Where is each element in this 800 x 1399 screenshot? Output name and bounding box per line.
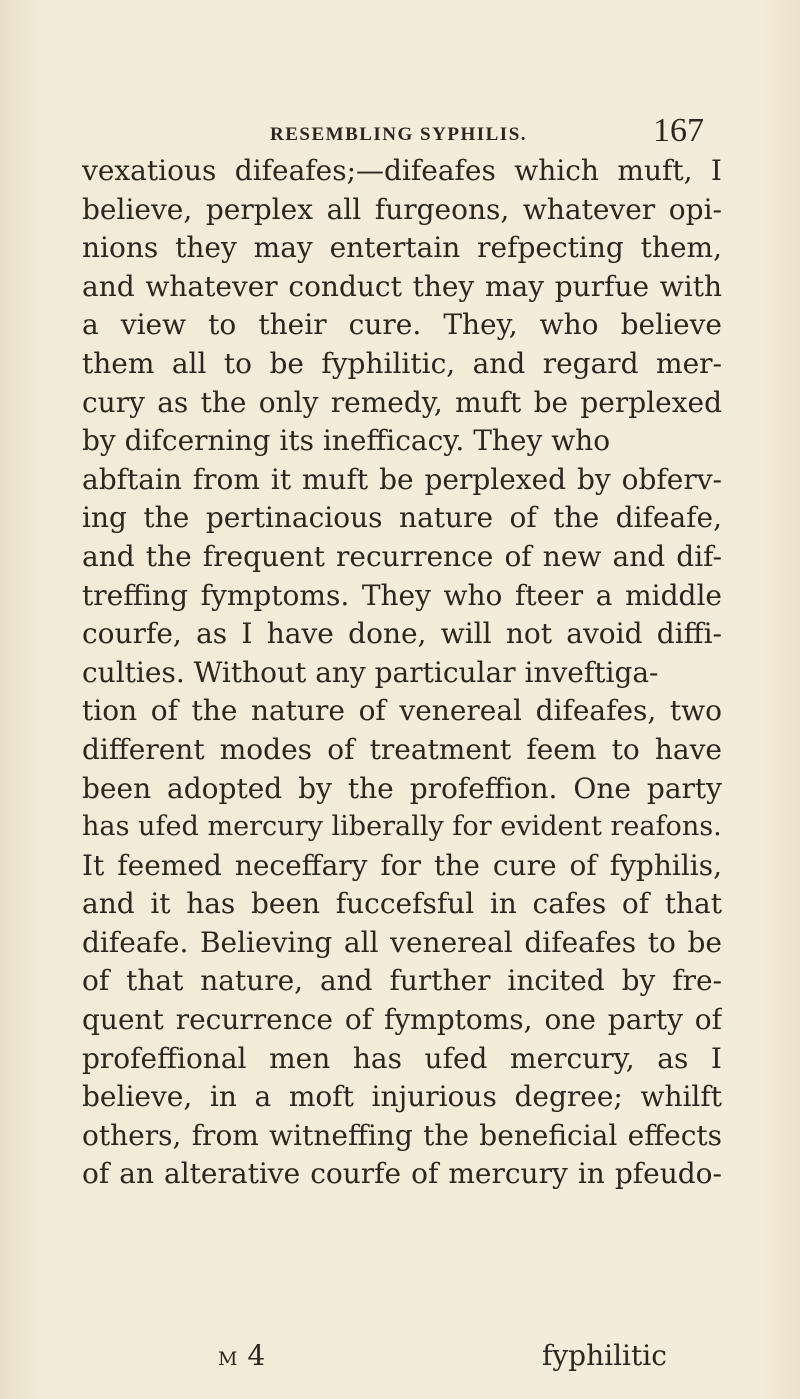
text-line: them all to be fyphilitic, and regard mer- [82,346,722,380]
text-line: abftain from it muft be perplexed by obferv- [82,462,722,496]
text-line: and it has been fuccefsful in cafes of that [82,887,722,921]
text-line: tion of the nature of venereal difeafes, two [82,694,722,728]
signature-letter: M [218,1348,239,1370]
catchline [0,1336,800,1376]
text-line: believe, in a moft injurious degree; whilft [82,1080,722,1114]
text-line: difeafe. Believing all venereal difeafes to be [82,925,722,959]
text-line: been adopted by the profeffion. One party [82,771,722,805]
text-line: by difcerning its inefficacy. They who [82,424,611,458]
text-line: quent recurrence of fymptoms, one party of [82,1003,722,1037]
running-head-title: RESEMBLING SYPHILIS. [270,124,528,145]
text-line: has ufed mercury liberally for evident reafons. [82,811,722,843]
text-line: nions they may entertain refpecting them, [82,231,722,265]
page-number: 167 [653,112,704,149]
text-line: and the frequent recurrence of new and dif- [82,539,722,573]
text-line: of an alterative courfe of mercury in pfeudo- [82,1157,722,1191]
signature-mark [218,1336,265,1379]
signature-number: 4 [247,1339,266,1372]
text-line: ing the pertinacious nature of the difeafe, [82,501,722,535]
text-line: others, from witneffing the beneficial effects [82,1118,722,1152]
text-line: profeffional men has ufed mercury, as I [82,1041,722,1075]
text-line: courfe, as I have done, will not avoid diffi- [82,617,722,651]
text-line: believe, perplex all furgeons, whatever opi- [82,192,722,226]
catchword: fyphilitic [542,1339,667,1372]
text-line: culties. Without any particular inveftiga- [82,655,659,689]
running-head [0,112,800,152]
text-line: cury as the only remedy, muft be perplexed [82,385,722,419]
text-line: and whatever conduct they may purfue with [82,269,722,303]
text-line: different modes of treatment feem to have [82,732,722,766]
text-line: a view to their cure. They, who believe [82,308,722,342]
text-line: of that nature, and further incited by fre- [82,964,722,998]
body-text [82,152,722,1194]
text-line: vexatious difeafes;—difeafes which muft, I [82,154,722,187]
text-line: It feemed neceffary for the cure of fyphilis, [82,848,722,882]
text-line: treffing fymptoms. They who fteer a middle [82,578,722,612]
